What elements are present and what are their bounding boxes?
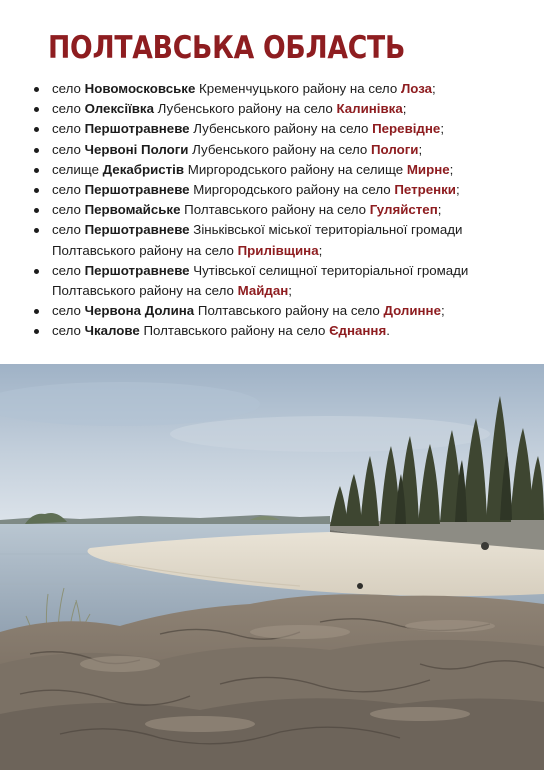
list-item: село Червоні Пологи Лубенського району на село Пологи; xyxy=(32,140,532,160)
list-item: село Першотравневе Зіньківської міської територіальної громади Полтавського району на село Прилівщина; xyxy=(32,220,532,260)
new-name: Гуляйстеп xyxy=(369,202,438,218)
new-name: Лоза xyxy=(400,81,433,96)
list-item: село Першотравневе Миргородського району на село Петренки; xyxy=(32,180,532,200)
river-landscape-photo xyxy=(0,364,544,770)
new-name: Мирне xyxy=(406,161,450,177)
old-name: Першотравневе xyxy=(84,121,190,137)
new-name: Прилівщина xyxy=(237,242,319,258)
list-item: село Первомайське Полтавського району на село Гуляйстеп; xyxy=(32,200,532,220)
renaming-list xyxy=(32,79,532,342)
list-item: село Червона Долина Полтавського району на село Долинне; xyxy=(32,301,532,321)
old-name: Чкалове xyxy=(84,323,140,339)
list-item: село Першотравневе Лубенського району на село Перевідне; xyxy=(32,119,532,139)
old-name: Першотравневе xyxy=(84,182,190,198)
page-title: ПОЛТАВСЬКА ОБЛАСТЬ xyxy=(48,30,406,66)
new-name: Петренки xyxy=(394,182,456,198)
old-name: Первомайське xyxy=(84,202,181,218)
new-name: Перевідне xyxy=(372,121,441,137)
old-name: Новомосковське xyxy=(84,81,196,96)
old-name: Червона Долина xyxy=(84,303,195,319)
new-name: Єднання xyxy=(329,323,387,339)
old-name: Першотравневе xyxy=(84,262,190,278)
new-name: Пологи xyxy=(370,141,419,157)
list-item: село Чкалове Полтавського району на село Єднання. xyxy=(32,321,532,341)
list-item: село Першотравневе Чутівської селищної територіальної громади Полтавського району на село Майдан; xyxy=(32,261,532,301)
old-name: Декабристів xyxy=(102,161,185,177)
new-name: Долинне xyxy=(383,303,441,319)
list-item: село Олексіївка Лубенського району на село Калинівка; xyxy=(32,99,532,119)
new-name: Майдан xyxy=(237,283,289,299)
new-name: Калинівка xyxy=(336,101,403,117)
old-name: Олексіївка xyxy=(84,101,154,117)
old-name: Першотравневе xyxy=(84,222,190,238)
old-name: Червоні Пологи xyxy=(84,141,189,157)
list-item: село Новомосковське Кременчуцького району на село Лоза; xyxy=(32,79,532,99)
list-item: селище Декабристів Миргородського району на селище Мирне; xyxy=(32,160,532,180)
